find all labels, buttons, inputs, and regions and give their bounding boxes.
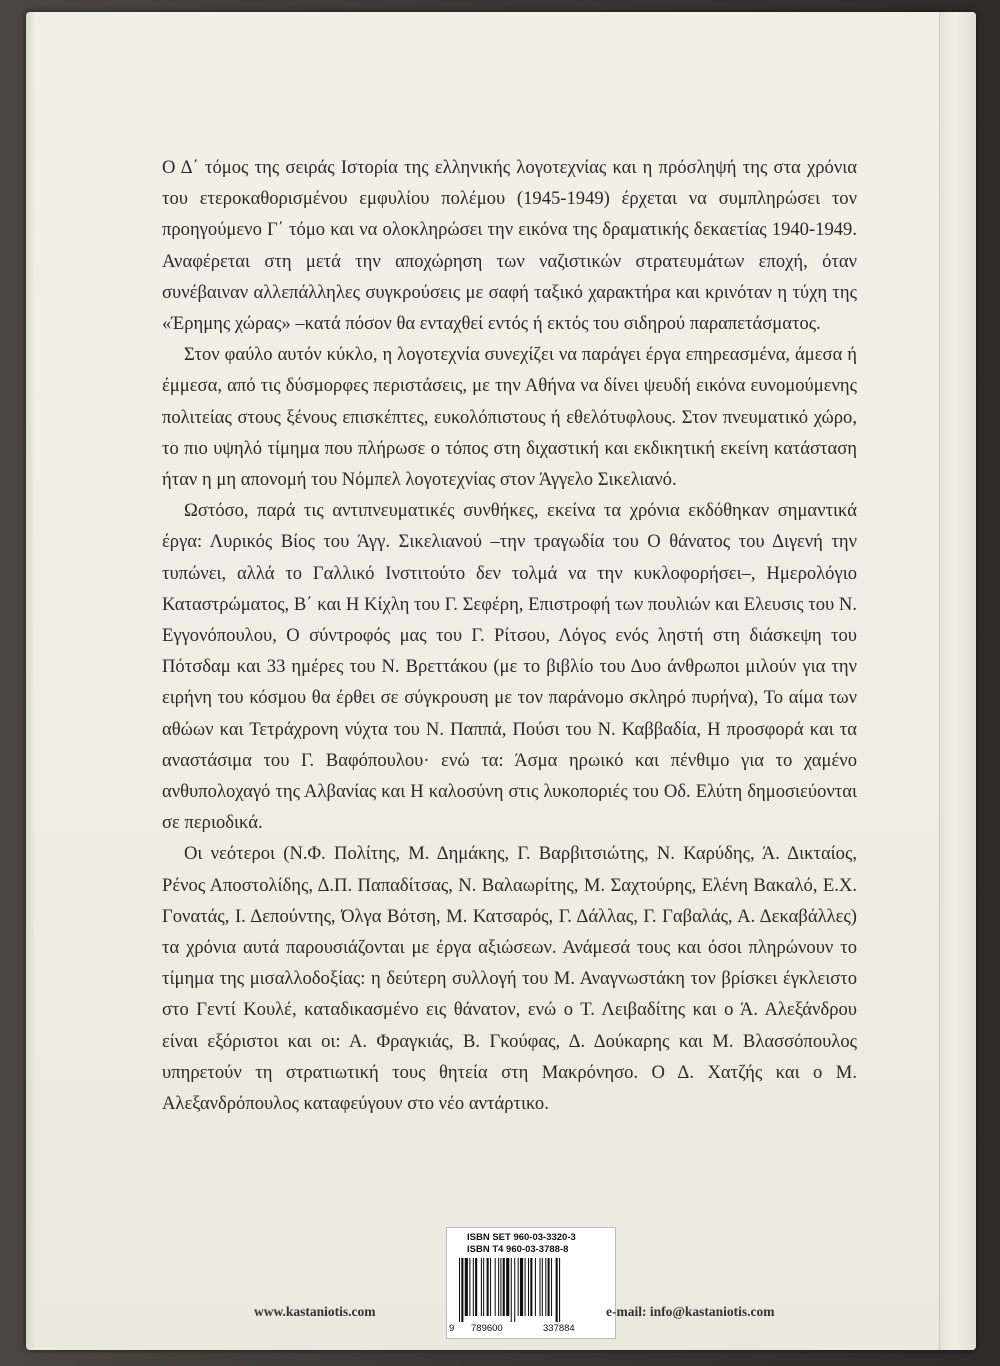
publisher-email: e-mail: info@kastaniotis.com [606, 1304, 775, 1319]
back-cover-blurb [162, 152, 857, 1119]
isbn-set-number: ISBN SET 960-03-3320-3 [467, 1232, 576, 1243]
isbn-barcode-label [446, 1227, 616, 1339]
spine-edge [26, 12, 36, 1350]
barcode-icon [457, 1258, 605, 1322]
barcode-digit-prefix: 9 [449, 1323, 455, 1334]
isbn-volume-number: ISBN T4 960-03-3788-8 [467, 1244, 569, 1255]
blurb-paragraph-3: Ωστόσο, παρά τις αντιπνευματικές συνθήκες, εκείνα τα χρόνια εκδόθηκαν σημαντικά έργα: Λυρικός Βίος του Άγγ. Σικελιανού –την τραγωδία του Ο θάνατος του Διγενή την τυπώνει, αλλά το Γαλλικό Ινστιτούτο δεν τολμά να την κυκλοφορήσει–, Ημερολόγιο Καταστρώματος, Β΄ και Η Κίχλη του Γ. Σεφέρη, Επιστροφή των πουλιών και Ελευσις του Ν. Εγγονόπουλου, Ο σύντροφός μας του Γ. Ρίτσου, Λόγος ενός ληστή στη διάσκεψη του Πότσδαμ και 33 ημέρες του Ν. Βρεττάκου (με το βιβλίο του Δυο άνθρωποι μιλούν για την ειρήνη του κόσμου θα έρθει σε σύγκρουση με τον παράνομο σκληρό πυρήνα), Το αίμα των αθώων και Τετράχρονη νύχτα του Ν. Παππά, Πούσι του Ν. Καββαδία, Η προσφορά και τα αναστάσιμα του Γ. Βαφόπουλου· ενώ τα: Άσμα ηρωικό και πένθιμο για το χαμένο ανθυπολοχαγό της Αλβανίας και Η καλοσύνη στις λυκοποριές του Οδ. Ελύτη δημοσιεύονται σε περιοδικά. [162, 500, 857, 834]
blurb-paragraph-1: Ο Δ΄ τόμος της σειράς Ιστορία της ελληνικής λογοτεχνίας και η πρόσληψή της στα χρόνια του ετεροκαθορισμένου εμφυλίου πολέμου (1945-1949) έρχεται να συμπληρώσει τον προηγούμενο Γ΄ τόμο και να ολοκληρώσει την εικόνα της δραματικής δεκαετίας 1940-1949. Αναφέρεται στη μετά την αποχώρηση των ναζιστικών στρατευμάτων εποχή, όταν συνέβαιναν αλλεπάλληλες συγκρούσεις με σαφή ταξικό χαρακτήρα και κρινόταν η τύχη της «Έρημης χώρας» –κατά πόσον θα ενταχθεί εντός ή εκτός του σιδηρού παραπετάσματος. [162, 157, 857, 335]
publisher-website: www.kastaniotis.com [254, 1304, 376, 1319]
blurb-paragraph-2: Στον φαύλο αυτόν κύκλο, η λογοτεχνία συνεχίζει να παράγει έργα επηρεασμένα, άμεσα ή έμμεσα, από τις δύσμορφες περιστάσεις, με την Αθήνα να δίνει ψευδή εικόνα ευνομούμενης πολιτείας στους ξένους επισκέπτες, ευκολόπιστους ή εθελότυφλους. Στον πνευματικό χώρο, το πιο υψηλό τίμημα που πλήρωσε ο τόπος στη διχαστική και εκδικητική εκείνη κατάσταση ήταν η μη απονομή του Νόμπελ λογοτεχνίας στον Άγγελο Σικελιανό. [162, 344, 857, 491]
book-back-cover [26, 12, 976, 1350]
cover-fold-edge [939, 12, 976, 1350]
blurb-paragraph-4: Οι νεότεροι (Ν.Φ. Πολίτης, Μ. Δημάκης, Γ. Βαρβιτσιώτης, Ν. Καρύδης, Ά. Δικταίος, Ρένος Αποστολίδης, Δ.Π. Παπαδίτσας, Ν. Βαλαωρίτης, Μ. Σαχτούρης, Ελένη Βακαλό, Ε.Χ. Γονατάς, Ι. Δεπούντης, Όλγα Βότση, Μ. Κατσαρός, Γ. Δάλλας, Γ. Γαβαλάς, Α. Δεκαβάλλες) τα χρόνια αυτά παρουσιάζονται με έργα αξιώσεων. Ανάμεσά τους και όσοι πληρώνουν το τίμημα της μισαλλοδοξίας: η δεύτερη συλλογή του Μ. Αναγνωστάκη τον βρίσκει έγκλειστο στο Γεντί Κουλέ, καταδικασμένο εις θάνατον, ενώ ο Τ. Λειβαδίτης και ο Ά. Αλεξάνδρου είναι εξόριστοι και οι: Α. Φραγκιάς, Β. Γκούφας, Δ. Δούκαρης και Μ. Βλασσόπουλος υπηρετούν τη στρατιωτική τους θητεία στη Μακρόνησο. Ο Δ. Χατζής και ο Μ. Αλεξανδρόπουλος καταφεύγουν στο νέο αντάρτικο. [162, 843, 857, 1115]
barcode-digits-right: 337884 [543, 1323, 575, 1334]
barcode-digits-left: 789600 [471, 1323, 503, 1334]
